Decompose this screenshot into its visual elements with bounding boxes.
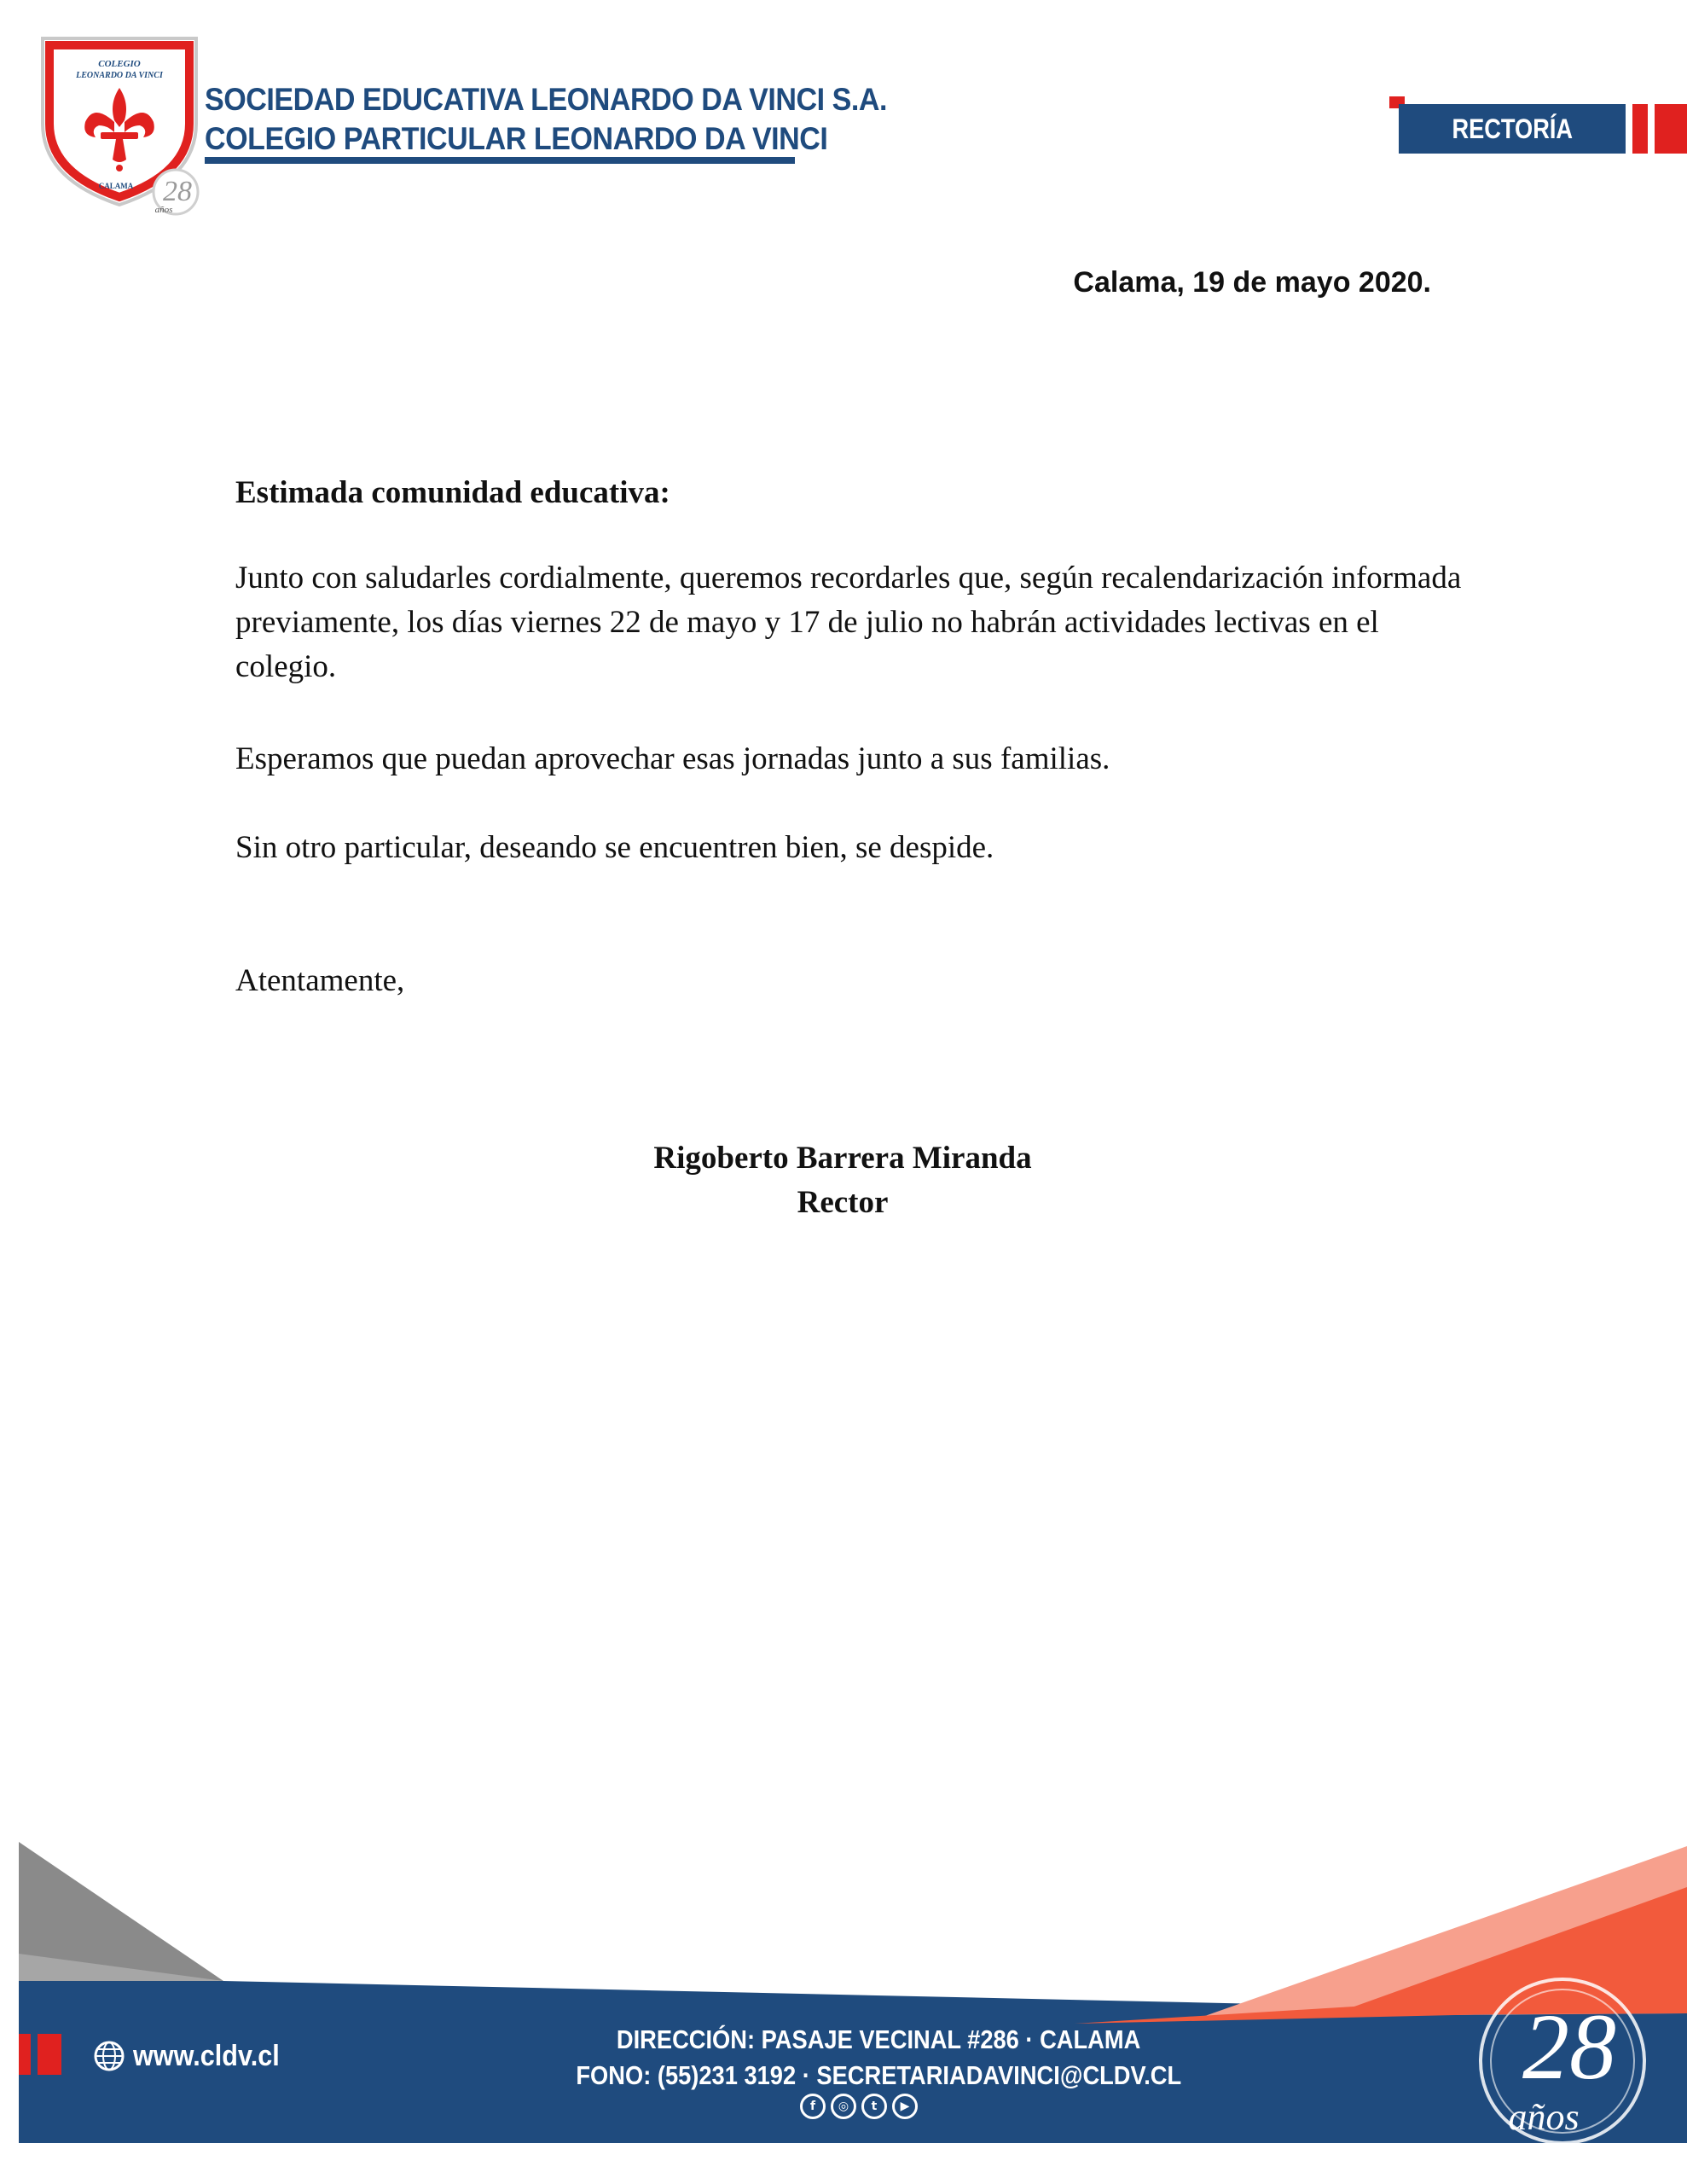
department-badge-label: RECTORÍA (1452, 113, 1573, 144)
letter-closing: Atentamente, (235, 963, 405, 998)
signer-name: Rigoberto Barrera Miranda (653, 1141, 1032, 1176)
crest-years-number: 28 (163, 176, 192, 207)
footer-website-link[interactable]: www.cldv.cl (133, 2039, 280, 2072)
anniversary-seal (1469, 1967, 1656, 2155)
letter-paragraph: Esperamos que puedan aprovechar esas jornadas junto a sus familias. (235, 741, 1110, 776)
org-line-society: SOCIEDAD EDUCATIVA LEONARDO DA VINCI S.A. (205, 82, 888, 117)
signer-title: Rector (797, 1185, 889, 1220)
social-icons (800, 2094, 918, 2119)
organization-name (205, 80, 947, 159)
seal-years-number: 28 (1522, 1995, 1616, 2099)
seal-years-word: años (1508, 2096, 1580, 2138)
letter-paragraph: Sin otro particular, deseando se encuentren bien, se despide. (235, 830, 994, 865)
org-line-school: COLEGIO PARTICULAR LEONARDO DA VINCI (205, 121, 828, 156)
crest-years-word: años (154, 205, 173, 215)
footer-website[interactable] (92, 2039, 296, 2073)
letter-paragraph: Junto con saludarles cordialmente, queremos recordarles que, según recalendarización informada previamente, los días viernes 22 de mayo y 17 de julio no habrán actividades lectivas en el colegio. (235, 561, 1462, 684)
badge-accent-bar (1632, 104, 1648, 154)
badge-accent-bar-wide (1655, 104, 1687, 154)
department-badge (1399, 104, 1626, 154)
footer-address-text: DIRECCIÓN: PASAJE VECINAL #286 · CALAMA (616, 2024, 1141, 2054)
facebook-icon[interactable]: f (800, 2094, 826, 2119)
footer-address (529, 2024, 1228, 2055)
footer-contact-text: FONO: (55)231 3192 · SECRETARIADAVINCI@CLDV.CL (576, 2060, 1181, 2090)
signature-block (235, 1136, 1450, 1225)
youtube-icon[interactable]: ▶ (892, 2094, 918, 2119)
crest-school-text: LEONARDO DA VINCI (76, 71, 163, 80)
twitter-icon[interactable]: t (861, 2094, 887, 2119)
crest-top-text: COLEGIO (98, 59, 141, 69)
crest-city-text: CALAMA (98, 182, 134, 190)
instagram-icon[interactable]: ◎ (831, 2094, 856, 2119)
letter-date: Calama, 19 de mayo 2020. (1073, 266, 1431, 299)
school-crest-logo (34, 21, 213, 218)
footer-banner (0, 1834, 1687, 2184)
letter-salutation: Estimada comunidad educativa: (235, 475, 670, 510)
footer-contact (529, 2060, 1228, 2091)
globe-icon (92, 2039, 126, 2073)
header-divider (205, 157, 795, 164)
